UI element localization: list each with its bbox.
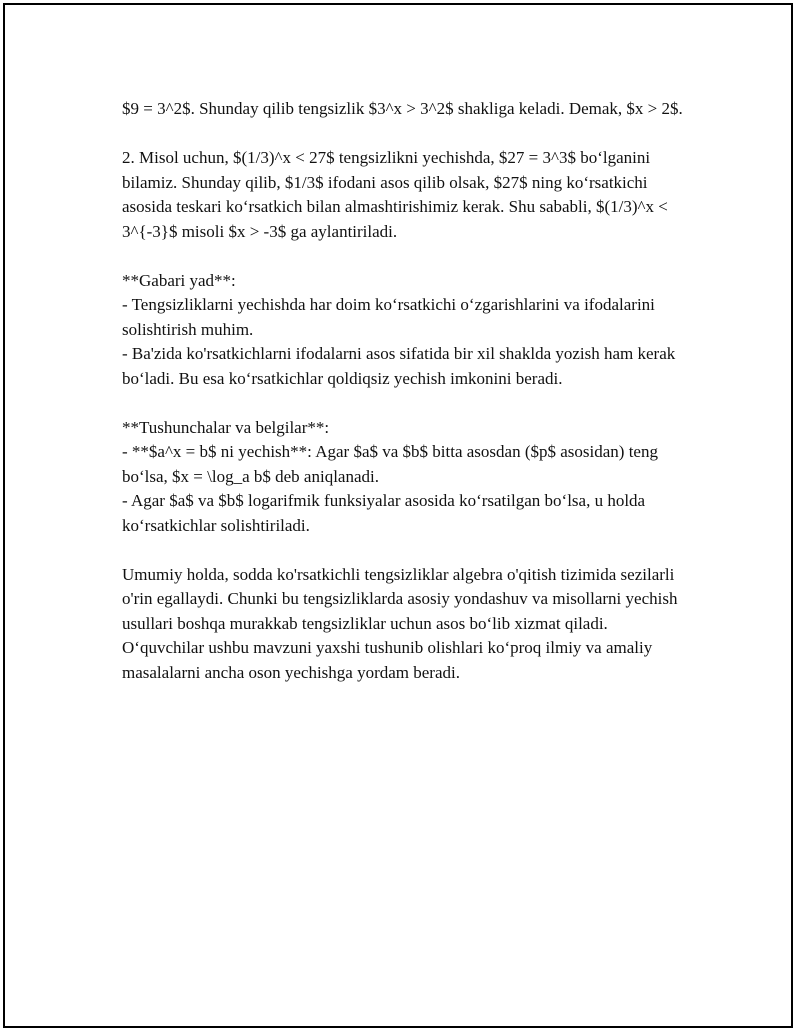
bullet-item: - Agar $a$ va $b$ logarifmik funksiyalar asosida ko‘rsatilgan bo‘lsa, u holda ko‘rsatkichlar solishtiriladi. bbox=[122, 491, 646, 535]
section-heading: **Gabari yad**: bbox=[122, 270, 236, 290]
bullet-item: - **$a^x = b$ ni yechish**: Agar $a$ va $b$ bitta asosdan ($p$ asosidan) teng bo‘lsa, $x = \log_a b$ deb aniqlanadi. bbox=[122, 442, 658, 486]
text-line: Umumiy holda, sodda ko'rsatkichli tengsizliklar algebra o'qitish tizimida sezilarli o'rin egallaydi. Chunki bu tengsizliklarda asosiy yondashuv va misollarni yechish usullari boshqa murakkab tengsizliklar uchun asos bo‘lib xizmat qiladi. O‘quvchilar ushbu mavzuni yaxshi tushunib olishlari ko‘proq ilmiy va amaliy masalalarni ancha oson yechishga yordam beradi. bbox=[122, 564, 678, 682]
paragraph-summary bbox=[122, 563, 692, 686]
section-heading: **Tushunchalar va belgilar**: bbox=[122, 417, 330, 437]
paragraph-conclusion-example-1 bbox=[122, 97, 692, 122]
bullet-item: - Tengsizliklarni yechishda har doim ko‘rsatkichi o‘zgarishlarini va ifodalarini solishtirish muhim. bbox=[122, 295, 655, 339]
paragraph-concepts bbox=[122, 416, 692, 539]
text-line: 2. Misol uchun, $(1/3)^x < 27$ tengsizlikni yechishda, $27 = 3^3$ bo‘lganini bilamiz. Shunday qilib, $1/3$ ifodani asos qilib olsak, $27$ ning ko‘rsatkichi asosida teskari ko‘rsatkich bilan almashtirishimiz kerak. Shu sababli, $(1/3)^x < 3^{-3}$ misoli $x > -3$ ga aylantiriladi. bbox=[122, 148, 668, 241]
bullet-item: - Ba'zida ko'rsatkichlarni ifodalarni asos sifatida bir xil shaklda yozish ham kerak bo‘ladi. Bu esa ko‘rsatkichlar qoldiqsiz yechish imkonini beradi. bbox=[122, 344, 676, 388]
document-body bbox=[122, 97, 692, 710]
paragraph-remember bbox=[122, 269, 692, 392]
text-line: $9 = 3^2$. Shunday qilib tengsizlik $3^x > 3^2$ shakliga keladi. Demak, $x > 2$. bbox=[122, 99, 683, 118]
page-frame bbox=[3, 3, 793, 1028]
paragraph-example-2 bbox=[122, 146, 692, 244]
